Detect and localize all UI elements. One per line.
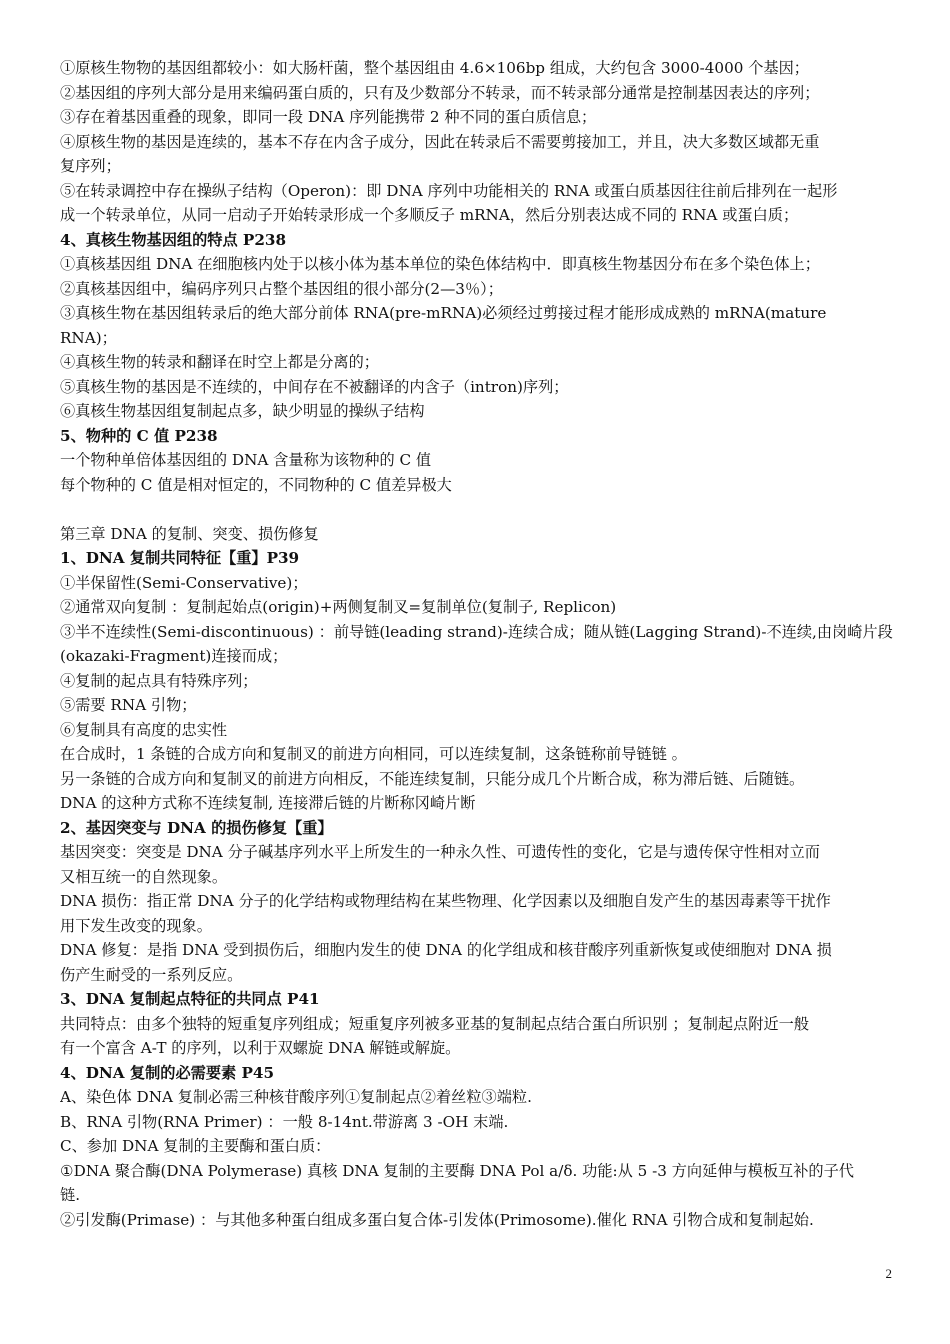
- text-line: ⑥复制具有高度的忠实性: [60, 720, 228, 739]
- text-line: ⑥真核生物基因组复制起点多，缺少明显的操纵子结构: [60, 402, 425, 420]
- text-line: ③真核生物在基因组转录后的绝大部分前体 RNA(pre-mRNA)必须经过剪接过程才能形成成熟的 mRNA(mature: [60, 304, 827, 322]
- text-line: ③半不连续性(Semi-discontinuous) ：前导链(leading strand)-连续合成；随从链(Lagging Strand)-不连续,由岗崎片段: [60, 622, 893, 641]
- section-heading: 5、物种的 C 值 P238: [60, 426, 218, 445]
- text-line: ④真核生物的转录和翻译在时空上都是分离的；: [60, 353, 379, 371]
- text-line: ②引发酶(Primase) ：与其他多种蛋白组成多蛋白复合体-引发体(Primosome).催化 RNA 引物合成和复制起始.: [60, 1210, 814, 1229]
- text-line: ⑤真核生物的基因是不连续的，中间存在不被翻译的内含子（intron)序列；: [60, 377, 569, 396]
- text-line: ①原核生物物的基因组都较小：如大肠杆菌，整个基因组由 4.6×106bp 组成，大约包含 3000-4000 个基因；: [60, 59, 809, 77]
- page-number: 2: [885, 1266, 892, 1281]
- section-heading: 3、DNA 复制起点特征的共同点 P41: [60, 990, 320, 1008]
- text-line: 链.: [60, 1186, 81, 1204]
- text-line: 一个物种单倍体基因组的 DNA 含量称为该物种的 C 值: [60, 451, 432, 469]
- text-line: ①半保留性(Semi-Conservative)；: [60, 573, 308, 592]
- text-line: C、参加 DNA 复制的主要酶和蛋白质：: [60, 1137, 331, 1155]
- text-line: DNA 修复：是指 DNA 受到损伤后，细胞内发生的使 DNA 的化学组成和核苷酸序列重新恢复或使细胞对 DNA 损: [60, 941, 832, 959]
- text-line: ①DNA 聚合酶(DNA Polymerase) 真核 DNA 复制的主要酶 DNA Pol a/δ. 功能:从 5 -3 方向延伸与模板互补的子代: [60, 1161, 854, 1180]
- text-line: ⑤在转录调控中存在操纵子结构（Operon)：即 DNA 序列中功能相关的 RNA 或蛋白质基因往往前后排列在一起形: [60, 181, 838, 200]
- text-line: ③存在着基因重叠的现象，即同一段 DNA 序列能携带 2 种不同的蛋白质信息；: [60, 108, 597, 126]
- section-heading: 2、基因突变与 DNA 的损伤修复【重】: [60, 818, 333, 837]
- text-line: ②真核基因组中，编码序列只占整个基因组的很小部分(2—3％）；: [60, 279, 503, 298]
- text-line: RNA)；: [60, 328, 117, 347]
- document-body: [60, 56, 896, 1232]
- text-line: DNA 的这种方式称不连续复制, 连接滞后链的片断称冈崎片断: [60, 794, 476, 812]
- text-line: 用下发生改变的现象。: [60, 916, 212, 935]
- text-line: 有一个富含 A-T 的序列，以利于双螺旋 DNA 解链或解旋。: [60, 1039, 461, 1057]
- text-line: ①真核基因组 DNA 在细胞核内处于以核小体为基本单位的染色体结构中．即真核生物基因分布在多个染色体上；: [60, 255, 820, 273]
- text-line: (okazaki-Fragment)连接而成；: [60, 647, 288, 665]
- text-line: ⑤需要 RNA 引物；: [60, 696, 197, 714]
- section-heading: 1、DNA 复制共同特征【重】P39: [60, 549, 300, 567]
- text-line: 伤产生耐受的一系列反应。: [60, 965, 243, 984]
- section-heading: 4、DNA 复制的必需要素 P45: [60, 1063, 275, 1082]
- text-line: DNA 损伤：指正常 DNA 分子的化学结构或物理结构在某些物理、化学因素以及细胞自发产生的基因毒素等干扰作: [60, 892, 831, 910]
- text-line: 基因突变：突变是 DNA 分子碱基序列水平上所发生的一种永久性、可遗传性的变化，它是与遗传保守性相对立而: [60, 843, 820, 861]
- section-heading: 4、真核生物基因组的特点 P238: [60, 230, 287, 249]
- text-line: 第三章 DNA 的复制、突变、损伤修复: [60, 524, 319, 543]
- text-line: ②基因组的序列大部分是用来编码蛋白质的，只有及少数部分不转录，而不转录部分通常是控制基因表达的序列；: [60, 83, 820, 102]
- text-line: ④复制的起点具有特殊序列；: [60, 671, 258, 690]
- text-line: 共同特点：由多个独特的短重复序列组成；短重复序列被多亚基的复制起点结合蛋白所识别 ；复制起点附近一般: [60, 1014, 810, 1033]
- text-line: 另一条链的合成方向和复制叉的前进方向相反，不能连续复制，只能分成几个片断合成，称为滞后链、后随链。: [60, 769, 805, 788]
- blank-line: [60, 497, 896, 522]
- text-line: 成一个转录单位，从同一启动子开始转录形成一个多顺反子 mRNA，然后分别表达成不同的 RNA 或蛋白质；: [60, 206, 799, 224]
- text-line: ②通常双向复制 ：复制起始点(origin)+两侧复制叉=复制单位(复制子, Replicon): [60, 598, 617, 616]
- text-line: A、染色体 DNA 复制必需三种核苷酸序列①复制起点②着丝粒③端粒.: [60, 1088, 532, 1106]
- text-line: 在合成时，1 条链的合成方向和复制叉的前进方向相同，可以连续复制，这条链称前导链链 。: [60, 745, 687, 763]
- text-line: 又相互统一的自然现象。: [60, 867, 228, 886]
- text-line: 复序列；: [60, 157, 121, 175]
- text-line: 每个物种的 C 值是相对恒定的，不同物种的 C 值差异极大: [60, 475, 452, 494]
- text-line: B、RNA 引物(RNA Primer) ：一般 8-14nt.带游离 3 -OH 末端.: [60, 1112, 509, 1131]
- text-line: ④原核生物的基因是连续的，基本不存在内含子成分，因此在转录后不需要剪接加工，并且，决大多数区域都无重: [60, 132, 820, 151]
